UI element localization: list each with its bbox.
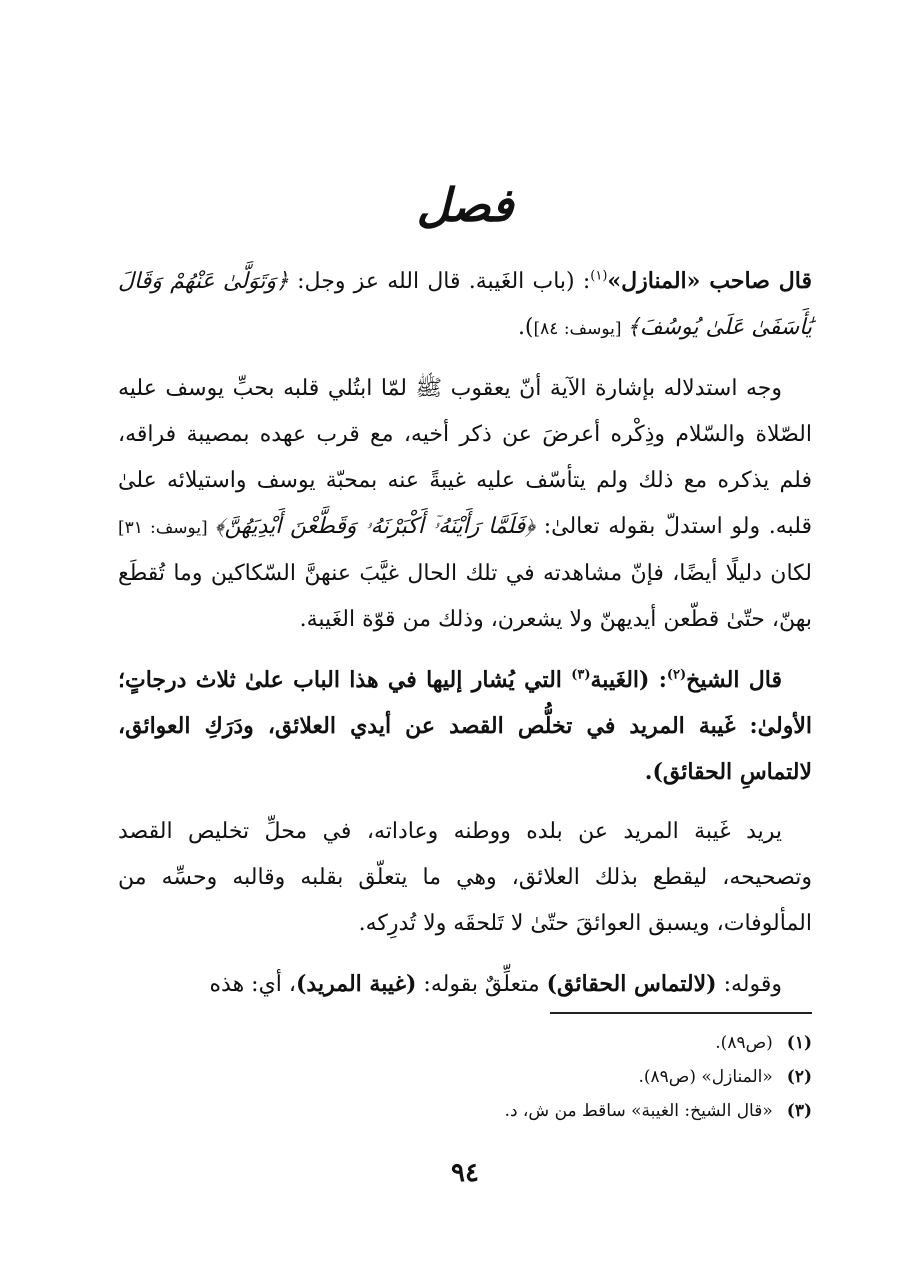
paragraph-3-text-a: : (الغَيبة [590,667,667,693]
main-text [118,258,812,1022]
page-number: ٩٤ [451,1158,479,1188]
footnote-divider [550,1012,812,1014]
footnote-3 [118,1094,812,1128]
footnote-number: (٢) [786,1067,812,1087]
footnote-number: (١) [786,1033,812,1053]
verse-reference-2: [يوسف: ٣١] [118,518,215,538]
verse-reference-1: [يوسف: ٨٤] [533,319,627,339]
footnotes [118,1026,812,1128]
quran-verse-2: ﴿فَلَمَّا رَأَيْنَهُۥٓ أَكْبَرْنَهُۥ وَقَطَّعْنَ أَيْدِيَهُنَّ﴾ [214,514,536,539]
footnote-text: «المنازل» (ص٨٩). [638,1067,773,1087]
footnote-2 [118,1060,812,1094]
paragraph-3-text-b: التي يُشار إليها في هذا الباب علىٰ ثلاث درجاتٍ؛ الأولىٰ: غَيبة المريد في تخلُّص القصد عن أيدي العلائق، ودَرَكِ العوائق، لالتماسِ الحقائق). [118,667,812,785]
footnote-mark-3: (٣) [571,667,591,683]
bold-phrase-2: (غيبة المريد) [296,971,417,997]
paragraph-5-text-c: ، أي: هذه [209,972,297,997]
paragraph-2 [118,366,812,643]
paragraph-2-text-a: وجه استدلاله بإشارة الآية أنّ يعقوب ﷺ لمّا ابتُلي قلبه بحبِّ يوسف عليه الصّلاة والسّلام وذِكْره أعرضَ عن ذكر أخيه، مع قرب عهده بمصيبة فراقه، فلم يذكره مع ذلك ولم يتأسّف عليه غيبةً عنه بمحبّة يوسف واستيلائه علىٰ قلبه. ولو استدلّ بقوله تعالىٰ: [118,376,812,539]
footnote-text: «قال الشيخ: الغيبة» ساقط من ش، د. [504,1101,773,1121]
paragraph-5-text-a: وقوله: [716,972,782,997]
author-lead: قال صاحب «المنازل» [607,268,813,294]
footnote-mark-1: (١) [590,268,608,284]
paragraph-1 [118,258,812,352]
paragraph-3 [118,657,812,795]
shaykh-lead: قال الشيخ [686,667,782,693]
paragraph-5-text-b: متعلِّقٌ بقوله: [416,972,547,997]
paragraph-5 [118,961,812,1008]
bold-phrase-1: (لالتماس الحقائق) [546,971,717,997]
page-content [118,0,812,1271]
footnote-1 [118,1026,812,1060]
chapter-title: فصل [416,178,514,232]
footnote-number: (٣) [786,1101,812,1121]
paragraph-1-end: ). [517,315,534,340]
paragraph-2-text-b: لكان دليلًا أيضًا، فإنّ مشاهدته في تلك الحال غيَّبَ عنهنَّ السّكاكين وما تُقطَع بهنّ، حتّىٰ قطّعن أيديهنّ ولا يشعرن، وذلك من قوّة الغَيبة. [118,561,812,632]
footnote-mark-2: (٢) [666,667,687,683]
paragraph-1-text: : (باب الغَيبة. قال الله عز وجل: [288,269,591,294]
quran-verse-1: ﴿وَتَوَلَّىٰ عَنْهُمْ وَقَالَ يَٰأَسَفَىٰ عَلَىٰ يُوسُفَ﴾ [118,269,812,340]
footnote-text: (ص٨٩). [715,1033,773,1053]
paragraph-4: يريد غَيبة المريد عن بلده ووطنه وعاداته، في محلِّ تخليص القصد وتصحيحه، ليقطع بذلك العلائق، وهي ما يتعلّق بقلبه وقالبه وحسِّه من المألوفات، ويسبق العوائقَ حتّىٰ لا تَلحقَه ولا تُدرِكه. [118,819,812,936]
